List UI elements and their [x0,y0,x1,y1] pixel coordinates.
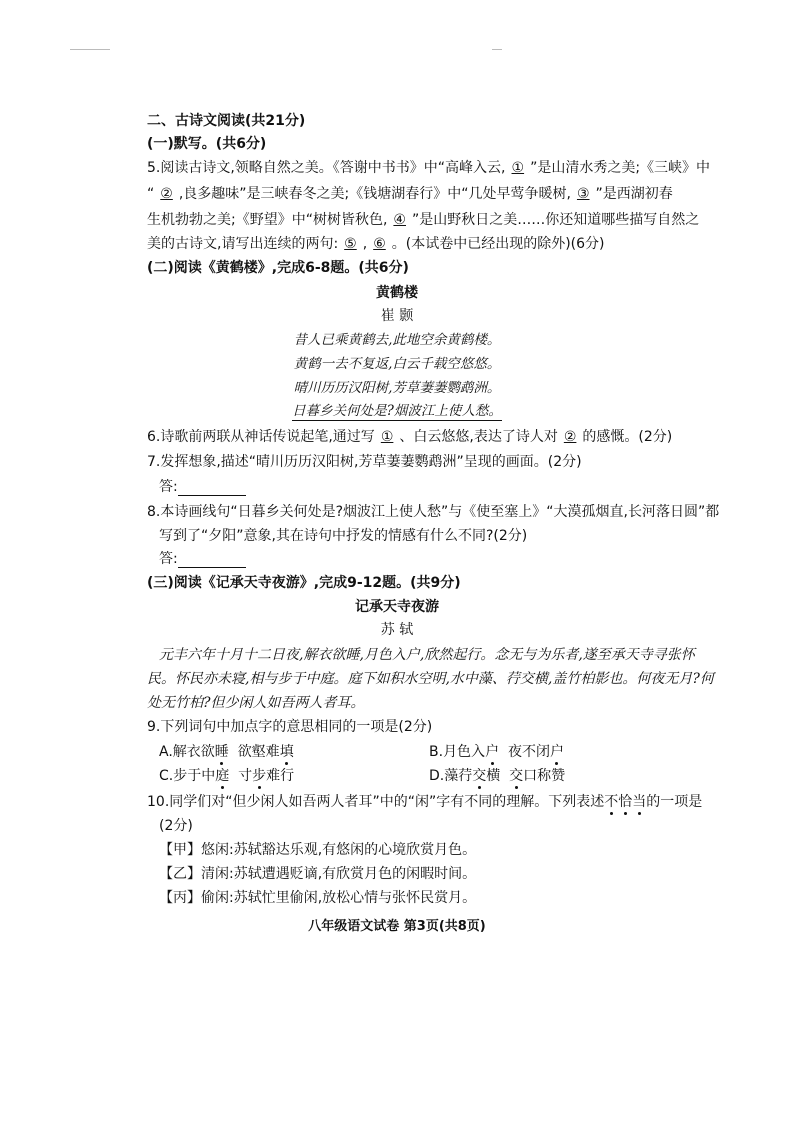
blank-5[interactable]: ⑤ [344,236,357,252]
prose-title: 记承天寺夜游 [355,599,439,615]
q7-answer-line[interactable] [178,481,246,496]
prose-line: 民。怀民亦未寝,相与步于中庭。庭下如积水空明,水中藻、荇交横,盖竹柏影也。何夜无月?何 [147,671,714,687]
q10-line-1: 10.同学们对“但少闲人如吾两人者耳”中的“闲”字有不同的理解。下列表述不恰当的一项是 [147,794,703,810]
q8-line-2: 写到了“夕阳”意象,其在诗句中抒发的情感有什么不同?(2分) [159,528,528,544]
q9-option-a[interactable]: A.解衣欲睡 欲壑难填 [159,744,294,760]
blank-6[interactable]: ⑥ [373,236,386,252]
scan-mark [492,49,502,50]
section-title: 二、古诗文阅读(共21分) [147,113,306,129]
q10-line-2: (2分) [159,818,193,834]
blank-4[interactable]: ④ [393,212,406,228]
poem-line-underlined [0,402,794,420]
blank-1[interactable]: ① [511,160,525,176]
q5-line-4: 美的古诗文,请写出连续的两句: ⑤ , ⑥ 。(本试卷中已经出现的除外)(6分) [147,236,605,252]
part3-heading: (三)阅读《记承天寺夜游》,完成9-12题。(共9分) [147,575,461,591]
poem-author: 崔 颢 [380,308,414,324]
q10-option-1[interactable]: 【甲】悠闲:苏轼豁达乐观,有悠闲的心境欣赏月色。 [159,842,477,858]
q5-line-3: 生机勃勃之美;《野望》中“树树皆秋色, ④ ”是山野秋日之美……你还知道哪些描写自然之 [147,212,700,228]
q5-line-2: “ ② ,良多趣味”是三峡春冬之美;《钱塘湖春行》中“几处早莺争暖树, ③ ”是西湖初春 [147,186,673,202]
q10-option-2[interactable]: 【乙】清闲:苏轼遭遇贬谪,有欣赏月色的闲暇时间。 [159,866,477,882]
q5-line-1: 5.阅读古诗文,领略自然之美。《答谢中书书》中“高峰入云, ① ”是山清水秀之美;《三峡》中 [147,160,711,176]
q6-blank-2[interactable]: ② [563,429,577,445]
q8-line-1: 8.本诗画线句“日暮乡关何处是?烟波江上使人愁”与《使至塞上》“大漠孤烟直,长河落日圆”都 [147,504,720,520]
underlined-verse: 日暮乡关何处是?烟波江上使人愁。 [292,403,502,419]
q9-stem: 9.下列词句中加点字的意思相同的一项是(2分) [147,719,433,735]
q8-answer: 答: [159,550,719,568]
part2-heading: (二)阅读《黄鹤楼》,完成6-8题。(共6分) [147,260,409,276]
q10-option-3[interactable]: 【丙】偷闲:苏轼忙里偷闲,放松心情与张怀民赏月。 [159,890,477,906]
scan-mark [70,49,110,50]
q6: 6.诗歌前两联从神话传说起笔,通过写 ① 、白云悠悠,表达了诗人对 ② 的感慨。(2分) [147,429,673,445]
prose-author: 苏 轼 [380,622,414,638]
q9-option-b[interactable]: B.月色入户 夜不闭户 [429,744,564,760]
q7: 7.发挥想象,描述“晴川历历汉阳树,芳草萋萋鹦鹉洲”呈现的画面。(2分) [147,454,582,470]
page-footer: 八年级语文试卷 第3页(共8页) [308,919,486,934]
prose-line: 元丰六年十月十二日夜,解衣欲睡,月色入户,欣然起行。念无与为乐者,遂至承天寺寻张怀 [159,647,695,663]
blank-3[interactable]: ③ [576,186,590,202]
poem-line: 黄鹤一去不复返,白云千载空悠悠。 [293,356,501,372]
prose-line: 处无竹柏?但少闲人如吾两人者耳。 [147,695,365,711]
q8-answer-line[interactable] [178,553,246,568]
q9-option-c[interactable]: C.步于中庭 寸步难行 [159,768,295,784]
q9-option-d[interactable]: D.藻荇交横 交口称赞 [429,768,566,784]
part1-heading: (一)默写。(共6分) [147,136,267,152]
poem-title: 黄鹤楼 [376,285,418,301]
poem-line: 昔人已乘黄鹤去,此地空余黄鹤楼。 [293,332,501,348]
blank-2[interactable]: ② [160,186,173,202]
q7-answer: 答: [159,478,719,496]
q6-blank-1[interactable]: ① [380,429,394,445]
poem-line: 晴川历历汉阳树,芳草萋萋鹦鹉洲。 [293,380,501,396]
